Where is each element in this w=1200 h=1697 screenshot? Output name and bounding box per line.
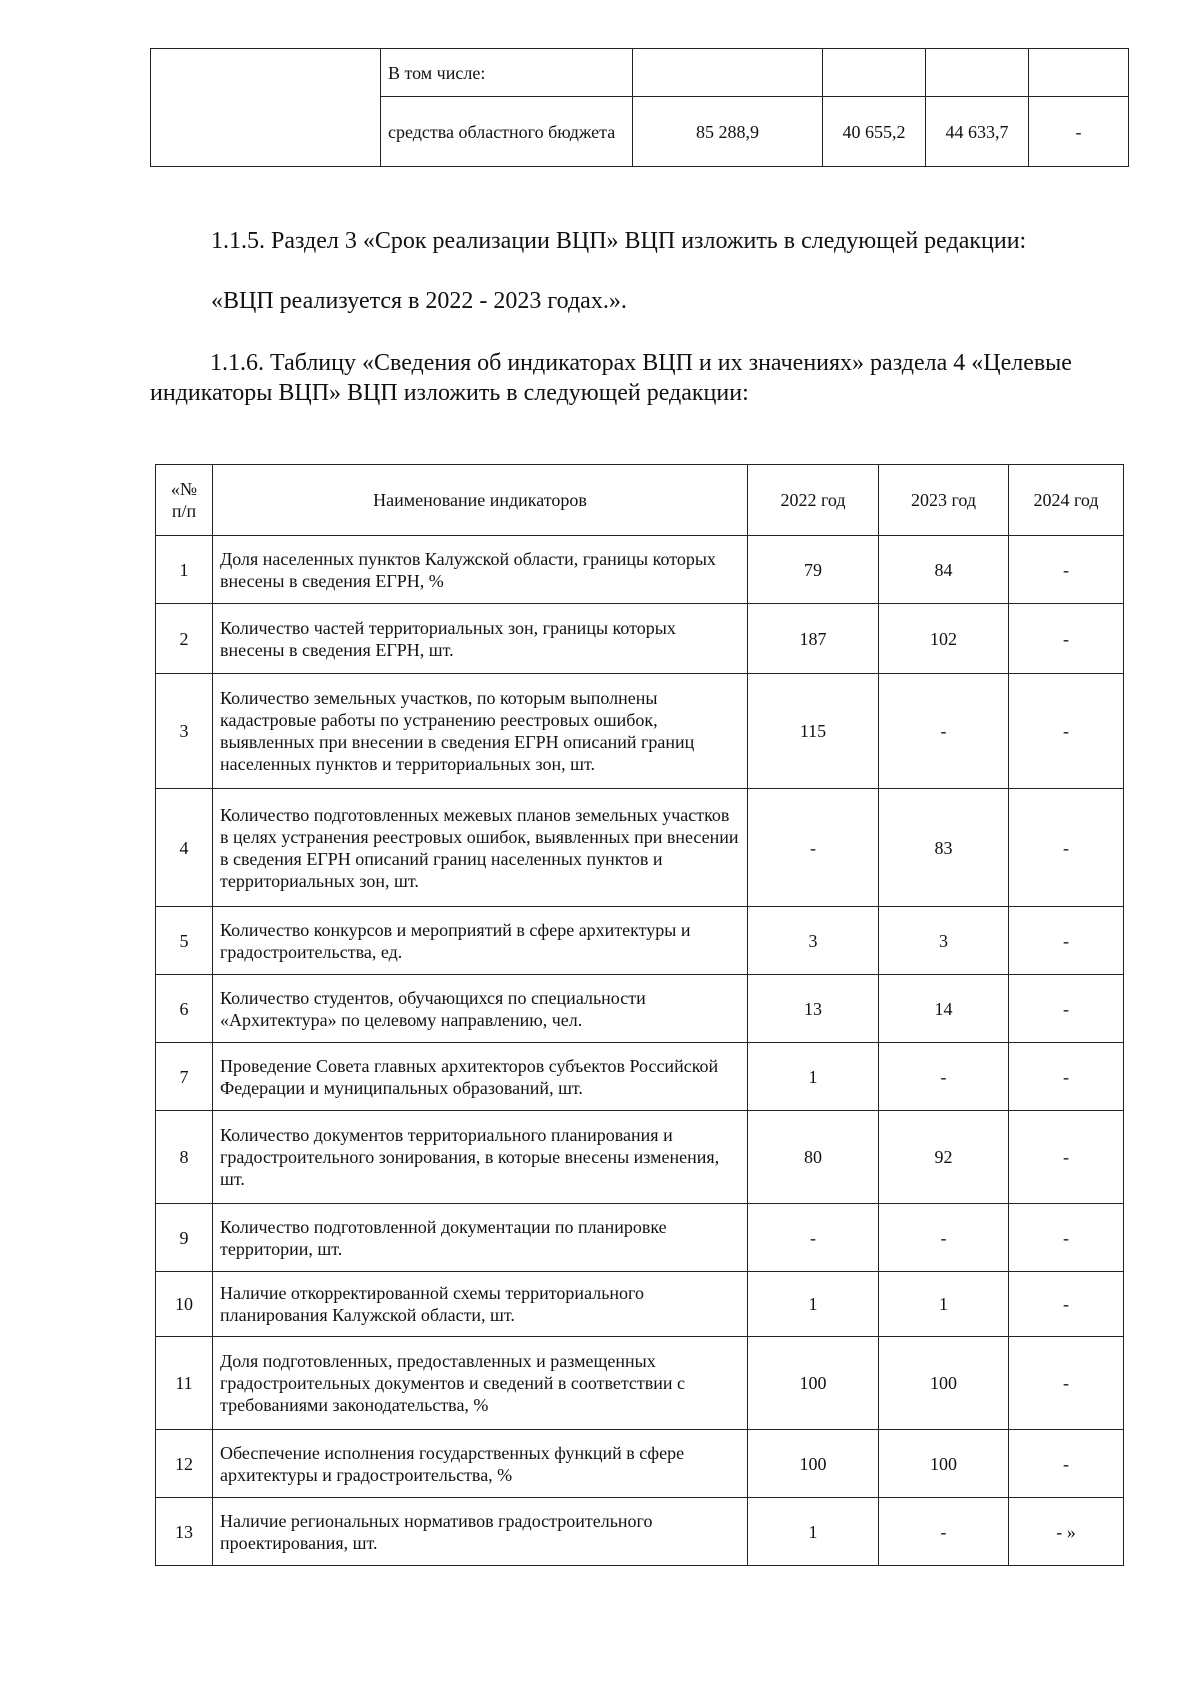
row-2024: - »	[1009, 1498, 1124, 1566]
budget-2024	[1029, 49, 1129, 97]
budget-row-label: В том числе:	[381, 49, 633, 97]
budget-total: 85 288,9	[633, 97, 823, 167]
table-row	[156, 1498, 1124, 1566]
row-2024: -	[1009, 604, 1124, 674]
row-2022: 79	[748, 536, 879, 604]
row-num: 7	[156, 1043, 213, 1111]
row-num: 13	[156, 1498, 213, 1566]
row-num: 10	[156, 1272, 213, 1337]
row-2024: -	[1009, 1111, 1124, 1204]
paragraph-section-4: 1.1.6. Таблицу «Сведения об индикаторах ВЦП и их значениях» раздела 4 «Целевые индикаторы ВЦП» ВЦП изложить в следующей редакции:	[150, 350, 1072, 406]
row-num: 4	[156, 789, 213, 907]
budget-empty-cell	[151, 49, 381, 167]
table-row	[156, 674, 1124, 789]
table-row	[156, 1272, 1124, 1337]
table-row	[156, 536, 1124, 604]
row-2022: 80	[748, 1111, 879, 1204]
row-2023: 83	[879, 789, 1009, 907]
row-num: 12	[156, 1430, 213, 1498]
row-2022: 13	[748, 975, 879, 1043]
row-2024: -	[1009, 975, 1124, 1043]
row-num: 1	[156, 536, 213, 604]
row-2024: -	[1009, 536, 1124, 604]
paragraph-quote: «ВЦП реализуется в 2022 - 2023 годах.».	[211, 288, 627, 314]
row-2023: 84	[879, 536, 1009, 604]
row-2024: -	[1009, 674, 1124, 789]
row-num: 6	[156, 975, 213, 1043]
header-num: «№ п/п	[156, 465, 213, 536]
row-name: Количество документов территориального планирования и градостроительного зонирования, в которые внесены изменения, шт.	[213, 1111, 748, 1204]
row-2024: -	[1009, 1204, 1124, 1272]
row-2022: -	[748, 789, 879, 907]
row-name: Обеспечение исполнения государственных функций в сфере архитектуры и градостроительства, %	[213, 1430, 748, 1498]
budget-2023: 44 633,7	[926, 97, 1029, 167]
row-2022: 1	[748, 1272, 879, 1337]
table-row	[156, 1043, 1124, 1111]
row-name: Наличие региональных нормативов градостроительного проектирования, шт.	[213, 1498, 748, 1566]
row-2024: -	[1009, 1272, 1124, 1337]
row-2023: 100	[879, 1337, 1009, 1430]
row-2024: -	[1009, 1337, 1124, 1430]
row-name: Количество земельных участков, по которым выполнены кадастровые работы по устранению реестровых ошибок, выявленных при внесении в сведения ЕГРН описаний границ населенных пунктов и территориальных зон, шт.	[213, 674, 748, 789]
header-2022: 2022 год	[748, 465, 879, 536]
table-row	[156, 789, 1124, 907]
row-2023: -	[879, 674, 1009, 789]
table-row	[156, 907, 1124, 975]
row-2022: 115	[748, 674, 879, 789]
row-num: 9	[156, 1204, 213, 1272]
table-row	[151, 49, 1129, 97]
row-2023: 92	[879, 1111, 1009, 1204]
row-2023: 14	[879, 975, 1009, 1043]
row-2022: 100	[748, 1337, 879, 1430]
table-row	[156, 604, 1124, 674]
row-2023: 1	[879, 1272, 1009, 1337]
budget-2024: -	[1029, 97, 1129, 167]
table-row	[156, 1204, 1124, 1272]
row-name: Наличие откорректированной схемы территориального планирования Калужской области, шт.	[213, 1272, 748, 1337]
row-2022: -	[748, 1204, 879, 1272]
row-2022: 100	[748, 1430, 879, 1498]
row-name: Количество студентов, обучающихся по специальности «Архитектура» по целевому направлению, чел.	[213, 975, 748, 1043]
table-row	[156, 1430, 1124, 1498]
budget-2022	[823, 49, 926, 97]
row-2023: 102	[879, 604, 1009, 674]
row-2022: 3	[748, 907, 879, 975]
row-name: Доля населенных пунктов Калужской области, границы которых внесены в сведения ЕГРН, %	[213, 536, 748, 604]
header-2023: 2023 год	[879, 465, 1009, 536]
row-name: Количество частей территориальных зон, границы которых внесены в сведения ЕГРН, шт.	[213, 604, 748, 674]
budget-2023	[926, 49, 1029, 97]
row-2022: 1	[748, 1043, 879, 1111]
row-num: 2	[156, 604, 213, 674]
row-2024: -	[1009, 907, 1124, 975]
row-2022: 1	[748, 1498, 879, 1566]
row-name: Количество подготовленной документации по планировке территории, шт.	[213, 1204, 748, 1272]
table-row	[156, 1337, 1124, 1430]
budget-total	[633, 49, 823, 97]
budget-row-label: средства областного бюджета	[381, 97, 633, 167]
table-header-row	[156, 465, 1124, 536]
row-2023: -	[879, 1204, 1009, 1272]
row-2023: -	[879, 1043, 1009, 1111]
row-name: Доля подготовленных, предоставленных и размещенных градостроительных документов и сведений в соответствии с требованиями законодательства, %	[213, 1337, 748, 1430]
row-2024: -	[1009, 789, 1124, 907]
row-num: 5	[156, 907, 213, 975]
table-row	[156, 1111, 1124, 1204]
row-2022: 187	[748, 604, 879, 674]
budget-table	[150, 48, 1129, 167]
paragraph-section-3: 1.1.5. Раздел 3 «Срок реализации ВЦП» ВЦП изложить в следующей редакции:	[211, 228, 1027, 254]
row-2023: 100	[879, 1430, 1009, 1498]
row-name: Количество подготовленных межевых планов земельных участков в целях устранения реестровых ошибок, выявленных при внесении в сведения ЕГРН описаний границ населенных пунктов и территориальных зон, шт.	[213, 789, 748, 907]
row-2024: -	[1009, 1430, 1124, 1498]
row-num: 11	[156, 1337, 213, 1430]
row-2023: 3	[879, 907, 1009, 975]
row-2024: -	[1009, 1043, 1124, 1111]
row-num: 8	[156, 1111, 213, 1204]
row-num: 3	[156, 674, 213, 789]
header-name: Наименование индикаторов	[213, 465, 748, 536]
row-name: Количество конкурсов и мероприятий в сфере архитектуры и градостроительства, ед.	[213, 907, 748, 975]
row-2023: -	[879, 1498, 1009, 1566]
row-name: Проведение Совета главных архитекторов субъектов Российской Федерации и муниципальных образований, шт.	[213, 1043, 748, 1111]
indicators-table	[155, 464, 1124, 1566]
budget-2022: 40 655,2	[823, 97, 926, 167]
header-2024: 2024 год	[1009, 465, 1124, 536]
table-row	[156, 975, 1124, 1043]
